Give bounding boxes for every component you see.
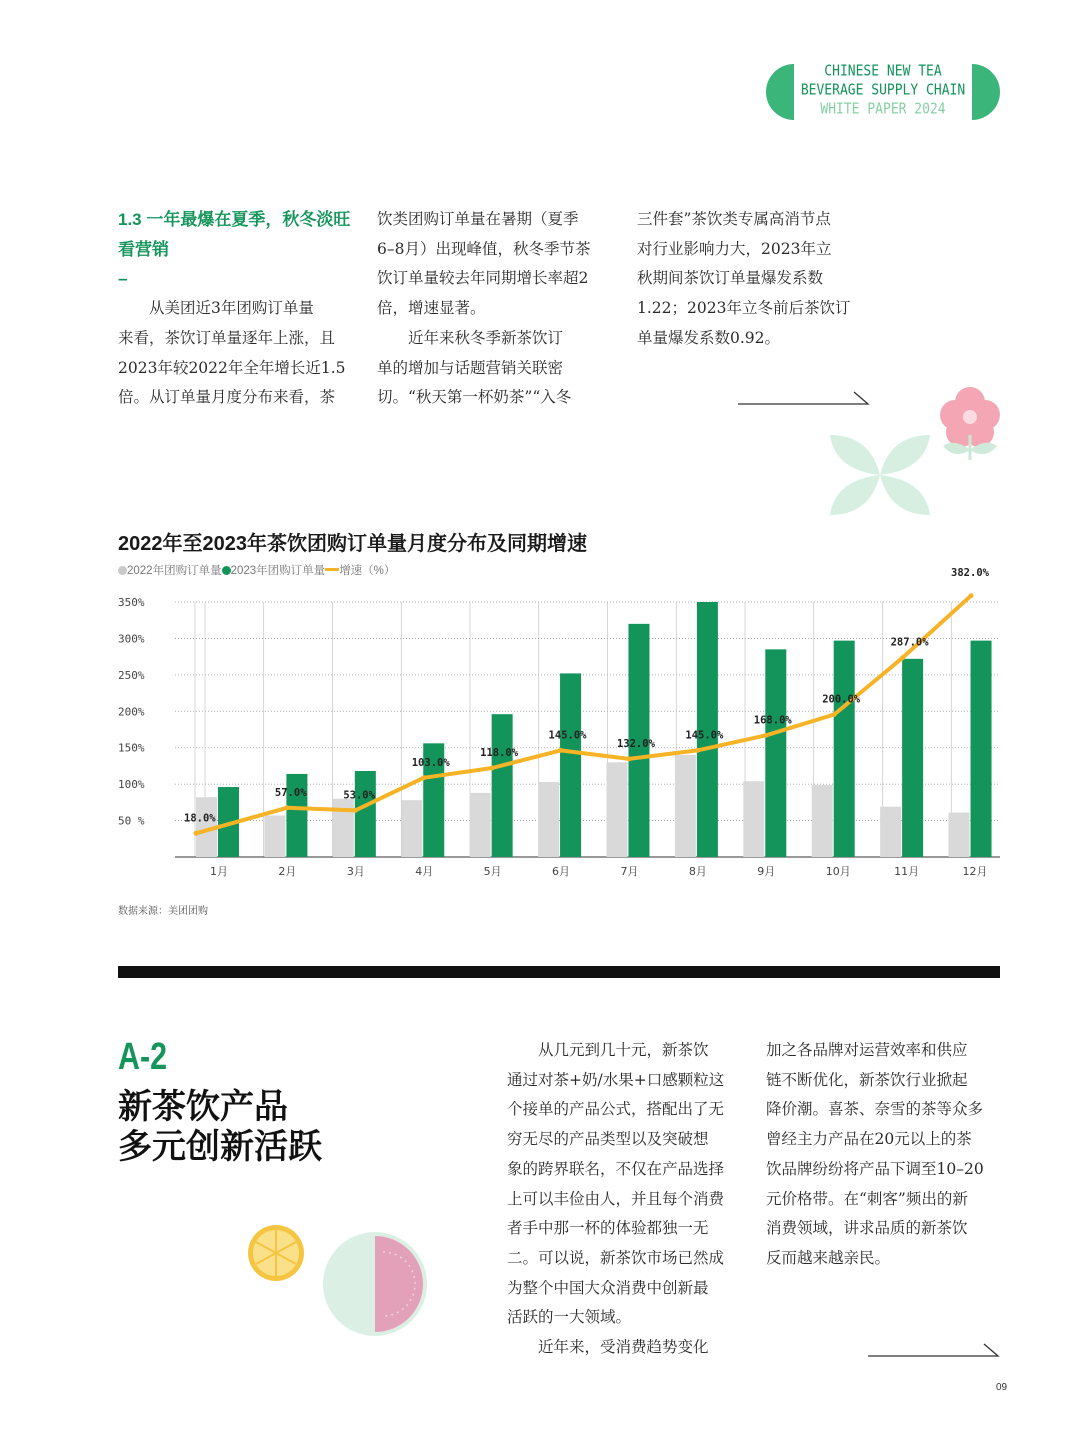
text-line: 穷无尽的产品类型以及突破想 xyxy=(507,1130,709,1149)
bar-2022 xyxy=(538,782,559,857)
y-tick-label: 100% xyxy=(118,778,145,792)
growth-label: 53.0% xyxy=(343,789,375,802)
text-line: 降价潮。喜茶、奈雪的茶等众多 xyxy=(766,1100,984,1119)
x-tick-label: 6月 xyxy=(552,865,571,878)
x-tick-label: 4月 xyxy=(415,865,434,878)
section2-col1-text xyxy=(507,1036,741,1363)
bar-2022 xyxy=(675,755,696,857)
text-line: 元价格带。在“刺客”频出的新 xyxy=(766,1189,968,1208)
text-line: 2023年较2022年全年增长近1.5 xyxy=(118,358,346,377)
badge-line-3: WHITE PAPER 2024 xyxy=(820,100,946,119)
legend-growth-swatch xyxy=(325,568,339,571)
y-tick-label: 200% xyxy=(118,705,145,719)
text-line: 6–8月）出现峰值，秋冬季节茶 xyxy=(377,239,591,258)
bar-2023 xyxy=(492,714,513,857)
growth-label: 118.0% xyxy=(480,747,519,760)
section1-col1-text xyxy=(118,294,352,413)
growth-point xyxy=(969,593,974,598)
section1-title-line-1: 1.3 一年最爆在夏季，秋冬淡旺 xyxy=(118,210,351,229)
text-line: 来看，茶饮订单量逐年上涨，且 xyxy=(118,328,336,347)
legend-growth-label: 增速（%） xyxy=(339,565,396,577)
x-tick-label: 7月 xyxy=(620,865,639,878)
growth-point xyxy=(353,808,358,813)
text-line: 近年来，受消费趋势变化 xyxy=(538,1338,709,1357)
y-tick-label: 350% xyxy=(118,596,145,609)
text-line: 链不断优化，新茶饮行业掀起 xyxy=(766,1070,968,1089)
x-tick-label: 5月 xyxy=(483,865,502,878)
growth-label: 145.0% xyxy=(685,729,724,742)
growth-point xyxy=(284,805,289,810)
growth-point xyxy=(421,775,426,780)
x-tick-label: 11月 xyxy=(894,865,920,878)
growth-line xyxy=(196,596,971,834)
text-line: 对行业影响力大，2023年立 xyxy=(637,239,832,258)
mint-leaves-icon xyxy=(830,435,930,515)
legend-2023-label: 2023年团购订单量 xyxy=(230,565,326,577)
dragonfruit-slice-icon xyxy=(323,1232,427,1336)
header-badge xyxy=(766,64,1000,120)
chart-legend xyxy=(118,562,395,578)
legend-2022-swatch xyxy=(118,566,127,575)
bar-2023 xyxy=(765,649,786,857)
growth-point xyxy=(695,748,700,753)
section1-title-dash: – xyxy=(118,269,128,289)
chart-source: 数据来源：美团团购 xyxy=(118,906,208,917)
bar-2023 xyxy=(902,659,923,857)
section1-col2-text xyxy=(377,205,611,413)
bar-2022 xyxy=(949,813,970,857)
growth-label: 287.0% xyxy=(890,636,929,649)
growth-point xyxy=(832,712,837,717)
growth-label: 200.0% xyxy=(822,693,861,706)
bar-2022 xyxy=(606,762,627,857)
text-line: 上可以丰俭由人，并且每个消费 xyxy=(507,1189,725,1208)
chart-title: 2022年至2023年茶饮团购订单量月度分布及同期增速 xyxy=(118,533,587,555)
growth-point xyxy=(194,831,199,836)
text-line: 三件套”茶饮类专属高消节点 xyxy=(637,210,831,228)
bar-2022 xyxy=(333,799,354,857)
section1-column-1 xyxy=(118,205,352,413)
text-line: 消费领域，讲求品质的新茶饮 xyxy=(766,1219,968,1238)
bar-2022 xyxy=(743,781,764,857)
y-tick-label: 300% xyxy=(118,632,145,646)
text-line: 秋期间茶饮订单量爆发系数 xyxy=(637,269,824,288)
growth-label: 18.0% xyxy=(184,812,216,825)
x-tick-label: 10月 xyxy=(825,865,851,878)
growth-point xyxy=(763,733,768,738)
text-line: 曾经主力产品在20元以上的茶 xyxy=(766,1130,972,1149)
bar-2023 xyxy=(560,673,581,857)
text-line: 单量爆发系数0.92。 xyxy=(637,328,781,347)
lemon-slice-icon xyxy=(248,1225,304,1281)
continue-arrow-icon-2 xyxy=(868,1342,1002,1358)
x-tick-label: 2月 xyxy=(278,865,297,878)
pink-flower-icon xyxy=(940,387,1000,460)
text-line: 1.22；2023年立冬前后茶饮订 xyxy=(637,299,851,318)
flower-leaves-decoration xyxy=(825,380,1005,540)
text-line: 饮类团购订单量在暑期（夏季 xyxy=(377,210,579,228)
fruit-decoration xyxy=(245,1222,435,1342)
growth-point xyxy=(900,655,905,660)
text-line: 切。“秋天第一杯奶茶”“入冬 xyxy=(377,388,572,407)
bar-2022 xyxy=(812,785,833,857)
legend-2022-label: 2022年团购订单量 xyxy=(127,565,222,577)
section1-col3-text xyxy=(637,205,871,354)
text-line: 个接单的产品公式，搭配出了无 xyxy=(507,1100,725,1119)
section2-title-line-2: 多元创新活跃 xyxy=(118,1128,322,1166)
text-line: 从美团近3年团购订单量 xyxy=(149,299,314,318)
growth-label: 132.0% xyxy=(616,737,655,750)
text-line: 加之各品牌对运营效率和供应 xyxy=(766,1041,968,1059)
bar-2022 xyxy=(264,815,285,857)
text-line: 饮订单量较去年同期增长率超2 xyxy=(377,269,589,288)
x-tick-label: 12月 xyxy=(962,865,988,878)
text-line: 象的跨界联名，不仅在产品选择 xyxy=(507,1159,725,1178)
y-tick-label: 50 % xyxy=(118,814,145,828)
text-line: 倍，增速显著。 xyxy=(377,299,486,318)
legend-2023-swatch xyxy=(222,566,231,575)
x-tick-label: 8月 xyxy=(688,865,707,878)
growth-label: 145.0% xyxy=(548,729,587,742)
text-line: 单的增加与话题营销关联密 xyxy=(377,358,564,377)
text-line: 通过对茶+奶/水果+口感颗粒这 xyxy=(507,1070,725,1089)
text-line: 者手中那一杯的体验都独一无 xyxy=(507,1219,709,1238)
section2-col2-text xyxy=(766,1036,1000,1274)
badge-line-1: CHINESE NEW TEA xyxy=(824,62,942,81)
bar-2023 xyxy=(355,771,376,857)
text-line: 近年来秋冬季新茶饮订 xyxy=(408,328,564,347)
text-line: 反而越来越亲民。 xyxy=(766,1248,891,1267)
bar-2022 xyxy=(470,793,491,857)
growth-label: 382.0% xyxy=(951,566,989,579)
growth-label: 57.0% xyxy=(274,786,307,799)
x-tick-label: 9月 xyxy=(757,865,776,878)
x-tick-label: 3月 xyxy=(346,865,365,878)
y-tick-label: 250% xyxy=(118,668,145,682)
growth-point xyxy=(558,748,563,753)
bar-2022 xyxy=(880,807,901,857)
text-line: 倍。从订单量月度分布来看，茶 xyxy=(118,388,336,407)
y-tick-label: 150% xyxy=(118,741,145,755)
text-line: 活跃的一大领域。 xyxy=(507,1308,632,1327)
growth-label: 103.0% xyxy=(411,756,450,769)
bar-2023 xyxy=(834,641,855,857)
growth-point xyxy=(490,766,495,771)
text-line: 为整个中国大众消费中创新最 xyxy=(507,1278,709,1297)
page-number: 09 xyxy=(996,1382,1008,1393)
bar-2022 xyxy=(401,800,422,857)
growth-point xyxy=(626,756,631,761)
section-divider xyxy=(118,966,1000,978)
x-tick-label: 1月 xyxy=(210,865,228,878)
section2-code: A-2 xyxy=(118,1036,167,1078)
text-line: 二。可以说，新茶饮市场已然成 xyxy=(507,1248,725,1267)
badge-line-2: BEVERAGE SUPPLY CHAIN xyxy=(800,81,966,100)
section2-title-line-1: 新茶饮产品 xyxy=(118,1088,288,1126)
growth-label: 168.0% xyxy=(753,714,792,727)
section1-title-line-2: 看营销 xyxy=(118,239,169,259)
bar-2023 xyxy=(971,641,992,857)
text-line: 饮品牌纷纷将产品下调至10–20 xyxy=(766,1159,984,1178)
text-line: 从几元到几十元，新茶饮 xyxy=(538,1041,709,1059)
